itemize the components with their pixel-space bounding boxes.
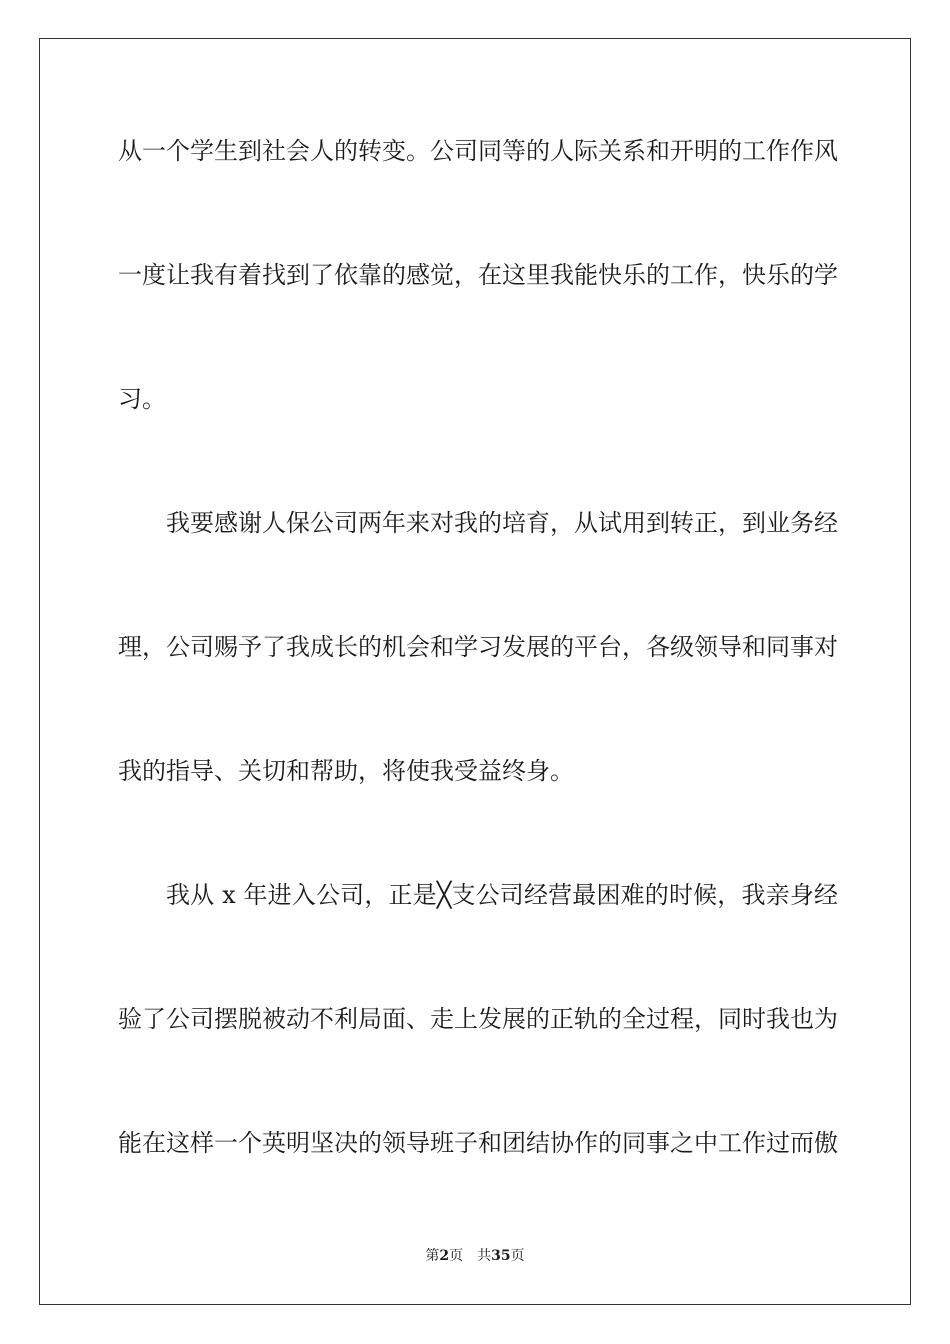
paragraph-3-line-1: 我从 x 年进入公司，正是╳支公司经营最困难的时候，我亲身经 [166, 881, 838, 909]
paragraph-2-line-1: 我要感谢人保公司两年来对我的培育，从试用到转正，到业务经 [166, 509, 838, 537]
page-label-prefix: 第 [425, 1248, 440, 1264]
paragraph-1-line-1: 从一个学生到社会人的转变。公司同等的人际关系和开明的工作作风 [118, 137, 838, 165]
paragraph-1-line-2: 一度让我有着找到了依靠的感觉，在这里我能快乐的工作，快乐的学 [118, 261, 838, 289]
paragraph-2-line-3: 我的指导、关切和帮助，将使我受益终身。 [118, 757, 574, 785]
paragraph-3-line-2: 验了公司摆脱被动不利局面、走上发展的正轨的全过程，同时我也为 [118, 1005, 838, 1033]
total-pages: 35 [491, 1248, 511, 1264]
page-number: 2 [439, 1248, 450, 1264]
total-label-prefix: 共 [477, 1248, 492, 1264]
paragraph-2-line-2: 理，公司赐予了我成长的机会和学习发展的平台，各级领导和同事对 [118, 633, 838, 661]
paragraph-3-line-3: 能在这样一个英明坚决的领导班子和团结协作的同事之中工作过而傲 [118, 1129, 838, 1157]
page-footer [0, 1247, 950, 1265]
page-border [39, 38, 911, 1305]
total-label-suffix: 页 [510, 1248, 525, 1264]
page-label-suffix: 页 [449, 1248, 464, 1264]
paragraph-1-line-3: 习。 [118, 385, 166, 413]
